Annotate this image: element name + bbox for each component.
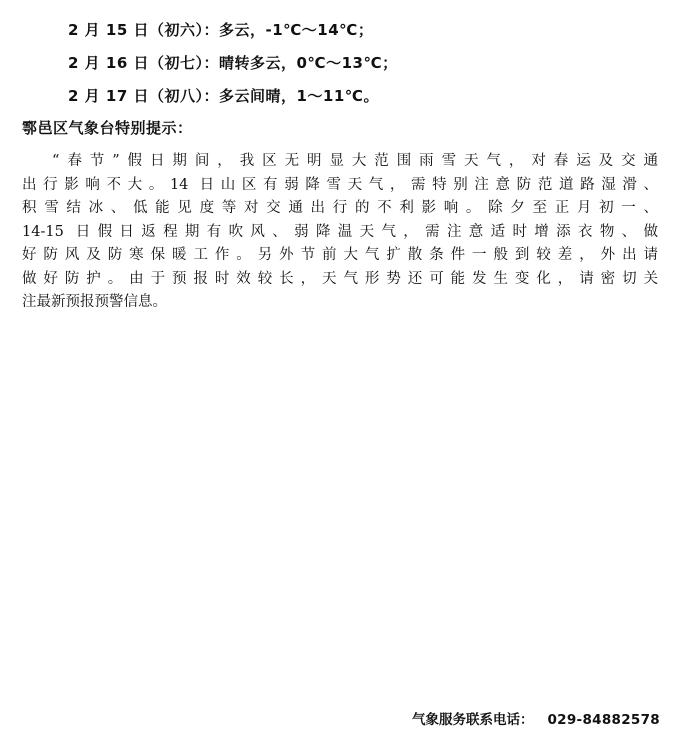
notice-line-2: 出行影响不大。14 日山区有弱降雪天气，需特别注意防范道路湿滑、: [22, 176, 658, 193]
notice-line-3: 积雪结冰、低能见度等对交通出行的不利影响。除夕至正月初一、: [22, 200, 658, 216]
contact-phone-number: 029-84882578: [547, 712, 660, 728]
notice-line-4: 14-15 日假日返程期有吹风、弱降温天气，需注意适时增添衣物、做: [22, 223, 658, 240]
notice-line-5: 好防风及防寒保暖工作。另外节前大气扩散条件一般到较差，外出请: [22, 247, 658, 263]
contact-label: 气象服务联系电话：: [411, 712, 534, 728]
forecast-feb-15: 2 月 15 日（初六）：多云，-1℃～14℃；: [68, 21, 374, 39]
notice-heading: 鄠邑区气象台特别提示：: [22, 119, 193, 137]
notice-line-7: 注最新预报预警信息。: [22, 294, 167, 310]
notice-body: [22, 150, 658, 315]
forecast-feb-17: 2 月 17 日（初八）：多云间晴，1～11℃。: [68, 87, 379, 105]
forecast-feb-16: 2 月 16 日（初七）：晴转多云，0℃～13℃；: [68, 54, 398, 72]
notice-line-6: 做好防护。由于预报时效较长，天气形势还可能发生变化，请密切关: [22, 270, 658, 287]
contact-info: [412, 710, 660, 730]
notice-line-1: “春节”假日期间，我区无明显大范围雨雪天气，对春运及交通: [52, 153, 658, 169]
